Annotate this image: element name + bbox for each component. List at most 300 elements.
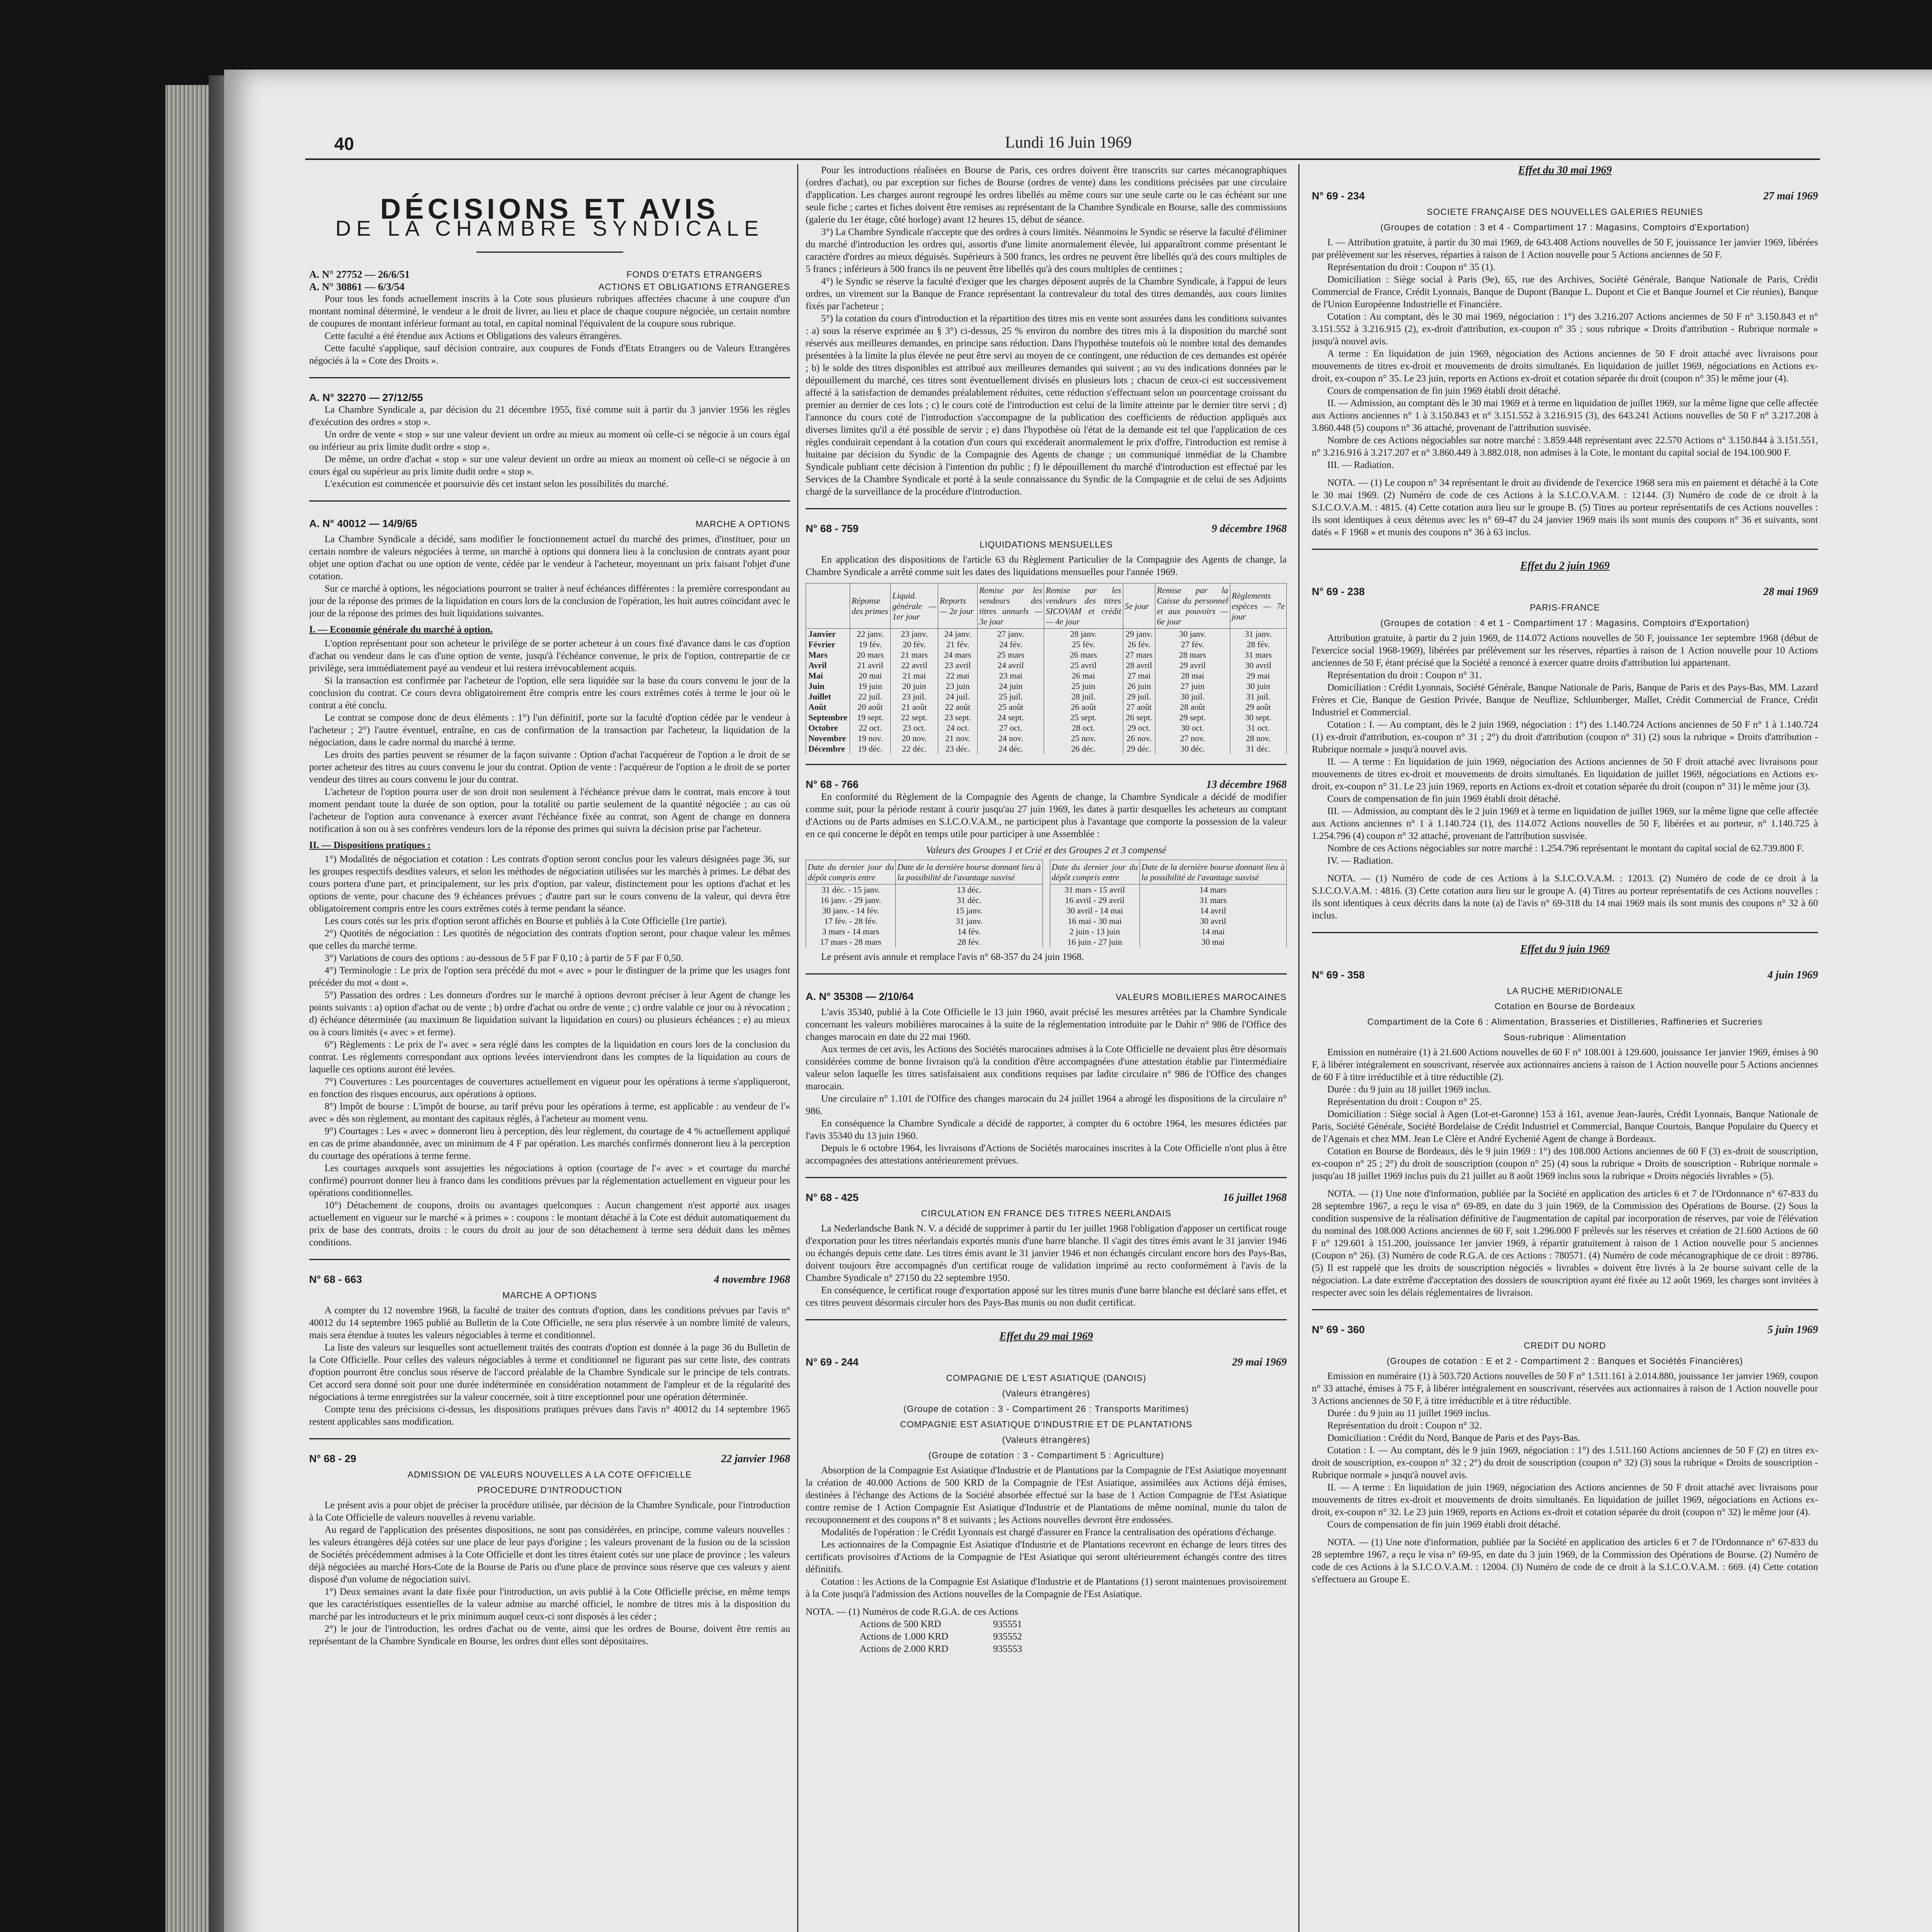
paragraph: Domiciliation : Crédit du Nord, Banque de Paris et des Pays-Bas. xyxy=(1327,1433,1580,1443)
nota-label: Actions de 1.000 KRD xyxy=(860,1631,949,1642)
paragraph: L'avis 35340, publié à la Cote Officielle le 13 juin 1960, avait précisé les mesures arrêtées par la Chambre Syndicale concernant les valeurs mobilières marocaines à la suite de la réglementation introduite par le Dahir n° 986 de l'Office des changes marocain en date du 22 mai 1960. xyxy=(806,1007,1287,1042)
paragraph: 2°) Quotités de négociation : Les quotités de négociation des contrats d'option seront, pour chaque valeur les mêmes que celles du marché terme. xyxy=(309,928,790,951)
table-cell: 24 oct. xyxy=(938,723,978,733)
table-caption: Valeurs des Groupes 1 et Crié et des Groupes 2 et 3 compensé xyxy=(926,845,1167,855)
table-cell: 23 oct. xyxy=(891,723,938,733)
table-cell: 25 juin xyxy=(1044,681,1123,691)
page-header xyxy=(334,133,1810,154)
paragraph: 2°) le jour de l'introduction, les ordres d'achat ou de vente, ainsi que les ordres de Bourse, doivent être remis au représentant de la Chambre Syndicale en Bourse, les ordres dont elles sont dépositaires. xyxy=(309,1624,790,1646)
table-cell: 31 oct. xyxy=(1230,723,1286,733)
table-header-cell: Réponse des primes xyxy=(850,583,891,629)
notice-number: N° 69 - 238 xyxy=(1312,586,1365,597)
table-cell: Décembre xyxy=(806,743,850,754)
table-cell: 14 avril xyxy=(1139,905,1286,916)
table-header-cell: Date de la dernière bourse donnant lieu à la possibilité de l'avantage susvisé xyxy=(1139,860,1286,884)
table-cell: 30 oct. xyxy=(1155,723,1230,733)
table-cell: 23 janv. xyxy=(891,629,938,639)
table-cell: 23 juin xyxy=(938,681,978,691)
notice-date: 28 mai 1969 xyxy=(1763,586,1818,598)
table-cell: 20 mai xyxy=(850,670,891,681)
table-row xyxy=(806,743,1287,754)
notice-header xyxy=(806,522,1287,535)
table-cell: 23 sept. xyxy=(938,712,978,723)
notice-date: 16 juillet 1968 xyxy=(1223,1192,1287,1204)
table-cell: 23 juil. xyxy=(891,691,938,702)
paragraph: Cotation : I. — Au comptant, dès le 2 juin 1969, négociation : 1°) des 1.140.724 Actions anciennes de 50 F n° 1 à 1.140.724 (1) ex-droit d'attribution, ex-coupon n° 31 ; 2°) du droit d'attribution (coupon n° 31) (2) sous la rubrique « Droits d'attribution - Rubrique normale » jusqu'à nouvel avis. xyxy=(1312,719,1818,755)
paragraph: Domiciliation : Crédit Lyonnais, Société Générale, Banque Nationale de Paris, Banque de Paris et des Pays-Bas, MM. Lazard Frères et Cie, Banque de Gestion Privée, Banque de Neuflize, Schlumberger, Mallet, Crédit Commercial de France, Crédit Industriel et Commercial. xyxy=(1312,682,1818,718)
paragraph: 4°) le Syndic se réserve la faculté d'exiger que les charges déposent auprès de la Chambre Syndicale, à l'appui de leurs ordres, un virement sur la Banque de France représentant la contrevaleur du total des titres demandés, aux cours limites fixés par l'acheteur ; xyxy=(806,276,1287,311)
notice-header xyxy=(806,988,1287,1006)
notice-header xyxy=(309,1273,790,1286)
table-cell: 31 mars xyxy=(1139,895,1286,905)
paragraph: 9°) Courtages : Les « avec » donneront lieu à perception, dès leur règlement, du courtage de 4 % actuellement appliqué en cas de prime abandonnée, avec un minimum de 4 F par opération. Les marchés confirmés donneront lieu à la perception du courtage des opérations à terme ferme. xyxy=(309,1126,790,1161)
notice-title: MARCHE A OPTIONS xyxy=(696,519,790,529)
table-cell: 25 nov. xyxy=(1044,733,1123,743)
quotation-group: Compartiment de la Cote 6 : Alimentation, Brasseries et Distilleries, Raffineries et Sucreries xyxy=(1367,1017,1763,1027)
table-row xyxy=(806,884,1043,895)
table-cell: 29 oct. xyxy=(1123,723,1155,733)
table-cell: 15 janv. xyxy=(896,905,1043,916)
book-page-edges xyxy=(165,85,209,1932)
table-cell: 21 avril xyxy=(850,660,891,670)
table-cell: 27 août xyxy=(1123,702,1155,712)
notice-date: 27 mai 1969 xyxy=(1763,190,1818,202)
notice xyxy=(806,1330,1287,1655)
table-cell: Mai xyxy=(806,670,850,681)
table-cell: 20 août xyxy=(850,702,891,712)
notice-number: N° 69 - 234 xyxy=(1312,190,1365,202)
notice xyxy=(309,391,790,490)
table-cell: 21 août xyxy=(891,702,938,712)
deposit-tables xyxy=(806,860,1287,947)
paragraph: Les actionnaires de la Compagnie Est Asiatique d'Industrie et de Plantations recevront en échange de leurs titres des certificats provisoires d'Actions de la Compagnie de l'Est Asiatique qui seront ultérieurement échangés contre des titres définitifs. xyxy=(806,1539,1287,1575)
paragraph: 7°) Couvertures : Les pourcentages de couvertures actuellement en vigueur pour les opérations à terme s'appliqueront, en fonction des risques encourus, aux opérations à options. xyxy=(309,1077,790,1099)
section-rule xyxy=(309,500,790,502)
table-row xyxy=(1050,916,1287,926)
effective-date: Effet du 30 mai 1969 xyxy=(1518,164,1612,176)
paragraph: En application des dispositions de l'article 63 du Règlement Particulier de la Compagnie des Agents de change, la Chambre Syndicale a arrêté comme suit les dates des liquidations mensuelles pour l'année 1969. xyxy=(806,554,1287,577)
table-cell: 16 juin - 27 juin xyxy=(1050,937,1139,947)
notice-title: LIQUIDATIONS MENSUELLES xyxy=(980,539,1113,549)
paragraph: Durée : du 9 juin au 11 juillet 1969 inclus. xyxy=(1327,1408,1491,1418)
subheading: II. — Dispositions pratiques : xyxy=(309,840,431,850)
section-rule xyxy=(1312,1309,1818,1310)
paragraph: 4°) Terminologie : Le prix de l'option sera précédé du mot « avec » pour le distinguer de la prime que les usages font précéder du mot « dont ». xyxy=(309,965,790,988)
paragraph: Le présent avis annule et remplace l'avis n° 68-357 du 24 juin 1968. xyxy=(821,952,1084,962)
table-row xyxy=(806,937,1043,947)
paragraph: Domiciliation : Siège social à Paris (9e), 65, rue des Archives, Société Générale, Banque Nationale de Paris, Crédit Commercial de France, Crédit Lyonnais, Banque de Dupont (Banque L. Dupont et Cie et Banque Journel et Cie réunies), Banque de l'Union Européenne Industrielle et Financière. xyxy=(1312,274,1818,310)
column-3 xyxy=(1312,164,1818,1932)
company-name: COMPAGNIE EST ASIATIQUE D'INDUSTRIE ET DE PLANTATIONS xyxy=(900,1419,1192,1429)
notice-date: 5 juin 1969 xyxy=(1767,1324,1818,1336)
table-cell: 22 déc. xyxy=(891,743,938,754)
table-cell: 29 avril xyxy=(1155,660,1230,670)
table-cell: 31 déc. xyxy=(896,895,1043,905)
table-header-cell: Remise par la Caisse du personnel et aux pouvoirs — 6e jour xyxy=(1155,583,1230,629)
paragraph: 8°) Impôt de bourse : L'impôt de bourse, au tarif prévu pour les opérations à terme, est applicable : au vendeur de l'« avec » dès son règlement, au montant des capitaux réglés, à l'acheteur au moment venu. xyxy=(309,1101,790,1124)
table-row xyxy=(806,670,1287,681)
paragraph: Attribution gratuite, à partir du 2 juin 1969, de 114.072 Actions nouvelles de 50 F, jouissance 1er septembre 1968 (début de l'exercice social 1968-1969), libérées par prélèvement sur les réserves, réparties à raison de 1 Action nouvelle pour 10 Actions anciennes de 50 F, étant précisé que la Société a renoncé à exercer quatre droits d'attribution lui appartenant. xyxy=(1312,633,1818,668)
table-cell: 3 mars - 14 mars xyxy=(806,926,896,937)
notice-ref: A. N° 32270 — 27/12/55 xyxy=(309,392,423,403)
paragraph: L'option représentant pour son acheteur le privilège de se porter acheteur à un cours fixé d'avance dans le cas d'option d'achat ou vendeur dans le cas d'une option de vente, jusqu'à l'échéance convenue, le prix de l'option, contrepartie de ce privilège, sera immédiatement payé au vendeur et lui restera irrévocablement acquis. xyxy=(309,638,790,673)
notice-number: N° 68 - 766 xyxy=(806,779,859,790)
table-row xyxy=(806,681,1287,691)
table-cell: 2 juin - 13 juin xyxy=(1050,926,1139,937)
notice xyxy=(309,1452,790,1648)
deposit-table xyxy=(1050,860,1287,947)
table-cell: 30 sept. xyxy=(1230,712,1286,723)
table-cell: 26 juin xyxy=(1123,681,1155,691)
table-header-cell: 5e jour xyxy=(1123,583,1155,629)
table-row xyxy=(806,712,1287,723)
notice-header xyxy=(1312,1323,1818,1336)
notice-number: N° 68 - 759 xyxy=(806,523,859,534)
table-cell: 29 août xyxy=(1230,702,1286,712)
table-cell: 31 mars - 15 avril xyxy=(1050,884,1139,895)
table-cell: 22 sept. xyxy=(891,712,938,723)
notice xyxy=(806,778,1287,963)
notice-ref: A. N° 40012 — 14/9/65 xyxy=(309,518,417,529)
section-rule xyxy=(806,1319,1287,1320)
section-rule xyxy=(806,1177,1287,1178)
table-cell: 27 janv. xyxy=(978,629,1044,639)
table-cell: 23 déc. xyxy=(938,743,978,754)
table-row xyxy=(806,629,1287,639)
table-row xyxy=(806,691,1287,702)
table-row xyxy=(1050,926,1287,937)
table-cell: 22 avril xyxy=(891,660,938,670)
table-cell: 24 juin xyxy=(978,681,1044,691)
notice xyxy=(806,988,1287,1167)
table-cell: 24 janv. xyxy=(938,629,978,639)
table-cell: 25 sept. xyxy=(1044,712,1123,723)
nota xyxy=(806,1606,1287,1655)
table-cell: 22 juil. xyxy=(850,691,891,702)
paragraph: 6°) Règlements : Le prix de l'« avec » sera réglé dans les comptes de la liquidation en cours lors de la conclusion du contrat. Les règlements correspondant aux options levées interviendront dans les comptes de la liquidation au cours de laquelle ces options auront été levées. xyxy=(309,1039,790,1075)
table-cell: Juillet xyxy=(806,691,850,702)
table-header-row xyxy=(806,860,1043,884)
notice-number: N° 69 - 358 xyxy=(1312,969,1365,981)
table-cell: 26 mai xyxy=(1044,670,1123,681)
table-cell: 26 mars xyxy=(1044,650,1123,660)
paragraph: Cotation : Au comptant, dès le 30 mai 1969, négociation : 1°) des 3.216.207 Actions anciennes de 50 F n° 3.150.843 et n° 3.151.552 à 3.216.915 (2), ex-droit d'attribution, ex-coupon n° 35 ; sous rubrique « Droits d'attribution - Rubrique normale » jusqu'à nouvel avis. xyxy=(1312,311,1818,347)
table-cell: 25 juil. xyxy=(978,691,1044,702)
effective-date: Effet du 2 juin 1969 xyxy=(1520,560,1610,572)
table-cell: 21 mars xyxy=(891,650,938,660)
table-body xyxy=(1050,884,1287,947)
paragraph: Nombre de ces Actions négociables sur notre marché : 1.254.796 représentant le montant du capital social de 62.739.800 F. xyxy=(1327,843,1804,854)
section-rule xyxy=(1312,932,1818,933)
column-divider xyxy=(797,164,798,1932)
notice-number: N° 68 - 663 xyxy=(309,1274,362,1285)
table-cell: 22 oct. xyxy=(850,723,891,733)
paragraph: 5°) la cotation du cours d'introduction et la répartition des titres mis en vente sont assurées dans les conditions suivantes : a) sous la réserve exprimée au § 3°) ci-dessus, 25 % environ du nombre des titres mis à la disposition du marché sont réservés aux meilleures demandes, en principe sans réduction. Dans l'hypothèse toutefois où le nombre total des demandes présentées à la limite la plus élevée ne peut être servi au moyen de ce contingent, une réduction de ces demandes est opérée ; b) le solde des titres disponibles est attribué aux meilleures demandes qui suivent ; au vu des indications données par le dépouillement du marché, ces titres sont éventuellement divisés en plusieurs lots ; chacun de ceux-ci est successivement affecté à la satisfaction de demandes préalablement réduites, cette réduction s'effectuant selon un pourcentage croissant du premier au dernier de ces lots ; c) le cours coté de l'introduction est celui de la limite atteinte par le dernier titre servi ; d) l'annonce du cours coté de l'introduction s'accompagne de la publication des coefficients de réduction appliqués aux diverses limites qu'il a été possible de servir ; e) dans l'hypothèse où l'état de la demande est tel que l'application de ces règles conduirait cependant à la cotation d'un cours qui excéderait anormalement le prix d'offre, l'introduction est remise à huitaine par décision du Syndic de la Compagnie des Agents de change ; un communiqué immédiat de la Chambre Syndicale publiant cette décision à l'intention du public ; f) le dépouillement du marché d'introduction est effectué par les Services de la Chambre Syndicale et porté à la seule connaissance du Syndic de la Compagnie et de celui de ses Adjoints chargé de la surveillance de la procédure d'introduction. xyxy=(806,313,1287,497)
paragraph: 10°) Détachement de coupons, droits ou avantages quelconques : Aucun changement n'est apporté aux usages actuellement en vigueur sur le marché « à primes » : coupons : le montant détaché à la Cote est déduit automatiquement du prix de base des contrats, droits : le cours du droit au jour de son détachement à terme sera déduit dans les mêmes conditions. xyxy=(309,1200,790,1248)
table-cell: 30 juin xyxy=(1230,681,1286,691)
nota-code: 935552 xyxy=(993,1631,1022,1642)
table-header-cell: Date du dernier jour du dépôt compris entre xyxy=(806,860,896,884)
quotation-group: (Groupe de cotation : 3 - Compartiment 5 : Agriculture) xyxy=(928,1450,1164,1460)
table-header-cell xyxy=(806,583,850,629)
company-name: SOCIETE FRANÇAISE DES NOUVELLES GALERIES REUNIES xyxy=(1427,207,1703,217)
notice-number: N° 69 - 244 xyxy=(806,1356,859,1368)
nota: NOTA. — (1) Une note d'information, publiée par la Société en application des articles 6 et 7 de l'Ordonnance n° 67-833 du 28 septembre 1967, a reçu le visa n° 69-89, en date du 3 juin 1969, de la Commission des Opérations de Bourse. (2) Sous la condition suspensive de la réalisation définitive de l'augmentation de capital par incorporation de réserves, par voie de l'élévation du nominal des 108.000 Actions anciennes de 60 F, soit 1.296.000 F prélevés sur les réserves et création de 21.600 Actions de 60 F n° 129.601 à 151.200, jouissance 1er janvier 1969, à répartir gratuitement à raison de 1 Action nouvelle pour 5 anciennes (Coupon n° 26). (3) Numéro de code R.G.A. de ces Actions : 780571. (4) Numéro de code mécanographique de ce droit : 89786. (5) Il est rappelé que les droits de souscription négociés « livrables » doivent être livrés à la 2e bourse suivant celle de la négociation. La date extrême d'acceptation des dossiers de souscription ayant été fixée au 12 août 1969, les charges sont invitées à respecter avec soin les délais réglementaires de livraison. xyxy=(1312,1189,1818,1298)
table-cell: 16 janv. - 29 janv. xyxy=(806,895,896,905)
table-cell: 26 sept. xyxy=(1123,712,1155,723)
subheading: I. — Economie générale du marché à option. xyxy=(309,624,493,635)
effective-date: Effet du 29 mai 1969 xyxy=(999,1330,1093,1342)
nota-label: Actions de 2.000 KRD xyxy=(860,1644,949,1654)
notice-ref: A. N° 30861 — 6/3/54 xyxy=(309,281,405,293)
table-cell: 21 mai xyxy=(891,670,938,681)
paragraph: 3°) La Chambre Syndicale n'accepte que des ordres à cours limités. Néanmoins le Syndic se réserve la faculté d'éliminer du marché d'introduction les ordres qui, assortis d'une limite anormalement élevée, lui apparaîtront comme présentant le caractère d'ordres au mieux déguisés. Supérieurs à 500 francs, les ordres ne peuvent être libellés qu'à des cours multiples de 5 francs ; inférieurs à 500 francs ils ne peuvent être libellés qu'à des cours multiples de centimes ; xyxy=(806,227,1287,274)
table-cell: 29 déc. xyxy=(1123,743,1155,754)
notice-header xyxy=(309,515,790,533)
notice-number: N° 69 - 360 xyxy=(1312,1324,1365,1335)
paragraph: 5°) Passation des ordres : Les donneurs d'ordres sur le marché à options devront préciser à leur Agent de change les points suivants : a) option d'achat ou de vente ; b) ordre d'achat ou ordre de vente ; c) ordre valable ce jour ou à révocation ; d) échéance déterminée (au maximum 8e liquidation suivant la liquidation en cours) ou plusieurs échéances ; e) au mieux ou à cours limités (« avec » et ferme). xyxy=(309,990,790,1037)
table-cell: Mars xyxy=(806,650,850,660)
paragraph: Les droits des parties peuvent se résumer de la façon suivante : Option d'achat l'acquéreur de l'option a le droit de se porter acheteur des titres au cours convenu le jour du contrat. Option de vente : l'acquéreur de l'option a le droit de se porter vendeur des titres au cours convenu le jour du contrat. xyxy=(309,750,790,785)
paragraph: III. — Admission, au comptant dès le 2 juin 1969 et à terme en liquidation de juillet 1969, sur la même ligne que celle affectée aux Actions anciennes n° 1 à 1.140.724 (1), des 114.072 Actions nouvelles de 50 F, libérées et au porteur, n° 1.140.725 à 1.254.796 (4) coupon n° 32 attaché, provenant de l'attribution susvisée. xyxy=(1312,806,1818,841)
notice xyxy=(1312,164,1818,539)
notice-date: 4 juin 1969 xyxy=(1767,969,1818,981)
table-header-cell: Règlements espèces — 7e jour xyxy=(1230,583,1286,629)
paragraph: A compter du 12 novembre 1968, la faculté de traiter des contrats d'option, dans les conditions prévues par l'avis n° 40012 du 14 septembre 1965 publié au Bulletin de la Cote Officielle, ne sera plus réservée à un nombre limité de valeurs, mais sera étendue à toutes les valeurs négociables à terme et conditionnel. xyxy=(309,1305,790,1340)
table-cell: 28 janv. xyxy=(1044,629,1123,639)
paragraph: II. — A terme : En liquidation de juin 1969, négociation des Actions anciennes de 50 F droit attaché avec livraisons pour mouvements de titres ex-droit et mouvements de droits simultanés. En liquidation de juillet 1969, négociations en Actions ex-droit, ex-coupon n° 31. Le 23 juin 1969, reports en Actions ex-droit et cotation séparée du droit (coupon n° 31) le même jour (3). xyxy=(1312,757,1818,792)
table-cell: 24 avril xyxy=(978,660,1044,670)
notice xyxy=(1312,1323,1818,1586)
notice-header xyxy=(806,1356,1287,1369)
paragraph: Au regard de l'application des présentes dispositions, ne sont pas considérées, en principe, comme valeurs nouvelles : les valeurs étrangères déjà cotées sur une place de leur pays d'origine ; les valeurs provenant de la fusion ou de la scission de Sociétés précédemment admises à la Cote Officielle et dont les titres étaient cotés sur une place de province ; les valeurs déjà négociées au marché Hors-Cote de la Bourse de Paris ou d'une place de province sous réserve que ces valeurs y aient disposé d'un volume de négociation suivi. xyxy=(309,1525,790,1585)
paragraph: Cours de compensation de fin juin 1969 établi droit détaché. xyxy=(1327,1519,1561,1530)
paragraph: Cotation en Bourse de Bordeaux, dès le 9 juin 1969 : 1°) des 108.000 Actions anciennes de 60 F (3) ex-droit de souscription, ex-coupon n° 25 ; 2°) du droit de souscription (coupon n° 25) (4) sous la rubrique « Droits de souscription - Rubrique normale » jusqu'au 18 juillet 1969 inclus puis du 21 juillet au 8 août 1969 inclus sous la rubrique « Droits négociés livrables » (5). xyxy=(1312,1146,1818,1181)
table-cell: 29 mai xyxy=(1230,670,1286,681)
page-number: 40 xyxy=(334,134,354,154)
table-header-cell: Liquid. générale — 1er jour xyxy=(891,583,938,629)
table-cell: 27 juin xyxy=(1155,681,1230,691)
banner-title: DÉCISIONS ET AVIS xyxy=(380,193,719,225)
table-header-cell: Reports — 2e jour xyxy=(938,583,978,629)
table-cell: 27 fév. xyxy=(1155,639,1230,650)
paragraph: Pour les introductions réalisées en Bourse de Paris, ces ordres doivent être transcrits sur cartes mécanographiques (ordres d'achat), ou par exception sur fiches de Bourse (ordres de vente) dans les conditions précisées par une circulaire d'application. Les charges auront regroupé les ordres libellés au même cours sur une seule carte ou le cas échéant sur une seule fiche ; cartes et fiches doivent être remises au représentant de la Chambre Syndicale en Bourse, salle des commissions (galerie du 1er étage, côté horloge) avant 12 heures 15, début de séance. xyxy=(806,165,1287,225)
table-cell: 27 mai xyxy=(1123,670,1155,681)
notice-header xyxy=(806,778,1287,791)
table-cell: 30 janv. - 14 fév. xyxy=(806,905,896,916)
table-body xyxy=(806,629,1287,754)
table-cell: 19 sept. xyxy=(850,712,891,723)
table-cell: 31 déc. - 15 janv. xyxy=(806,884,896,895)
nota: NOTA. — (1) Le coupon n° 34 représentant le droit au dividende de l'exercice 1968 sera mis en paiement et détaché à la Cote le 30 mai 1969. (2) Numéro de code de ces Actions à la S.I.C.O.V.A.M. : 12144. (3) Numéro de code de ce droit à la S.I.C.O.V.A.M. : 4815. (4) Cette cotation aura lieu sur le groupe B. (5) Titres au porteur représentatifs de ces Actions nouvelles : ils sont identiques à ceux détenus avec les n° 69-47 du 24 janvier 1969 mais ils sont munis des coupons n° 36 et suivants, sont datés « F 1968 » et munis des coupons n° 36 à 63 inclus. xyxy=(1312,478,1818,537)
table-header-cell: Remise par les vendeurs des titres SICOVAM et crédit — 4e jour xyxy=(1044,583,1123,629)
table-cell: 30 janv. xyxy=(1155,629,1230,639)
nota-label: Actions de 500 KRD xyxy=(860,1619,941,1629)
paragraph: L'acheteur de l'option pourra user de son droit non seulement à l'échéance prévue dans le contrat, mais encore à tout moment pendant toute la durée de son option, pour la totalité ou partie seulement de la quantité négociée ; au cas où l'acheteur de l'option aura convenance à exercer avant l'échéance fixée au contrat, son Agent de change en donnera notification à son ou à ses confrères vendeurs lors de la réponse des primes qui suivra la décision prise par l'acheteur. xyxy=(309,787,790,834)
table-cell: 25 avril xyxy=(1044,660,1123,670)
paragraph: 3°) Variations de cours des options : au-dessous de 5 F par F 0,10 ; à partir de 5 F par F 0,50. xyxy=(325,953,684,963)
notice-title: CIRCULATION EN FRANCE DES TITRES NEERLANDAIS xyxy=(921,1208,1172,1218)
column-1 xyxy=(309,164,790,1932)
table-cell: 20 juin xyxy=(891,681,938,691)
table-cell: 23 mai xyxy=(978,670,1044,681)
table-cell: 29 sept. xyxy=(1155,712,1230,723)
table-cell: 31 janv. xyxy=(1230,629,1286,639)
nota-intro: NOTA. — (1) Numéros de code R.G.A. de ces Actions xyxy=(806,1607,1018,1617)
table-cell: 28 nov. xyxy=(1230,733,1286,743)
paragraph: En conséquence la Chambre Syndicale a décidé de rapporter, à compter du 6 octobre 1964, les mesures édictées par l'avis 35340 du 13 juin 1960. xyxy=(806,1118,1287,1141)
table-cell: 26 nov. xyxy=(1123,733,1155,743)
paragraph: En conséquence, le certificat rouge d'exportation apposé sur les titres munis d'une barre blanche est déclaré sans effet, et ces titres peuvent désormais circuler hors des Pays-Bas munis ou non dudit certificat. xyxy=(806,1285,1287,1308)
notice-title: FONDS D'ETATS ETRANGERS xyxy=(626,269,762,279)
table-cell: 30 juil. xyxy=(1155,691,1230,702)
quotation-group: (Groupes de cotation : 3 et 4 - Compartiment 17 : Magasins, Comptoirs d'Exportation) xyxy=(1380,222,1750,232)
table-row xyxy=(806,733,1287,743)
table-cell: 28 fév. xyxy=(1230,639,1286,650)
notice xyxy=(1312,943,1818,1299)
paragraph: De même, un ordre d'achat « stop » sur une valeur devient un ordre au mieux au moment où celle-ci se négocie à un cours égal ou supérieur au prix limite dudit ordre « stop ». xyxy=(309,454,790,477)
table-cell: 24 nov. xyxy=(978,733,1044,743)
paragraph: Représentation du droit : Coupon n° 31. xyxy=(1327,670,1482,680)
company-name: LA RUCHE MERIDIONALE xyxy=(1507,986,1623,996)
table-cell: 30 déc. xyxy=(1155,743,1230,754)
table-cell: 26 août xyxy=(1044,702,1123,712)
notice xyxy=(806,1191,1287,1309)
section-rule xyxy=(309,1438,790,1439)
paragraph: Le présent avis a pour objet de préciser la procédure utilisée, par décision de la Chambre Syndicale, pour l'introduction à la Cote Officielle de valeurs nouvelles à revenu variable. xyxy=(309,1500,790,1523)
notice-header xyxy=(309,268,790,293)
paragraph: IV. — Radiation. xyxy=(1327,855,1393,866)
table-header-row xyxy=(806,583,1287,629)
table-row xyxy=(806,660,1287,670)
table-row xyxy=(806,723,1287,733)
company-name: CREDIT DU NORD xyxy=(1524,1340,1606,1350)
table-cell: 20 mars xyxy=(850,650,891,660)
table-header-cell: Date du dernier jour du dépôt compris entre xyxy=(1050,860,1139,884)
table-cell: 30 mai xyxy=(1139,937,1286,947)
table-cell: 17 fév. - 28 fév. xyxy=(806,916,896,926)
table-cell: 16 avril - 29 avril xyxy=(1050,895,1139,905)
nota-code: 935551 xyxy=(993,1619,1022,1629)
table-cell: 28 fév. xyxy=(896,937,1043,947)
table-header-cell: Date de la dernière bourse donnant lieu à la possibilité de l'avantage susvisé xyxy=(896,860,1043,884)
table-cell: 28 mai xyxy=(1155,670,1230,681)
table-cell: 19 juin xyxy=(850,681,891,691)
paragraph: La liste des valeurs sur lesquelles sont actuellement traités des contrats d'option est donnée à la page 36 du Bulletin de la Cote Officielle. Pour celles des valeurs négociables à terme et conditionnel ne figurant pas sur cette liste, des contrats d'option pourront être conclus sous réserve de l'accord préalable de la Chambre Syndicale sur le principe de tels contrats. Cet accord sera donné soit pour une durée indéterminée en considération notamment de l'ampleur et de la régularité des négociations à terme enregistrées sur la valeur concernée, soit à titre exceptionnel pour une opération déterminée. xyxy=(309,1342,790,1402)
notice-number: N° 68 - 425 xyxy=(806,1192,859,1203)
table-row xyxy=(806,895,1043,905)
table-cell: 31 déc. xyxy=(1230,743,1286,754)
notice-ref: A. N° 27752 — 26/6/51 xyxy=(309,269,410,280)
nota-row xyxy=(860,1643,1022,1655)
table-cell: 25 août xyxy=(978,702,1044,712)
nota: NOTA. — (1) Une note d'information, publiée par la Société en application des articles 6 et 7 de l'Ordonnance n° 67-833 du 28 septembre 1967, a reçu le visa n° 69-95, en date du 3 juin 1969, de la Commission des Opérations de Bourse. (2) Numéro de code de ces Actions à la S.I.C.O.V.A.M. : 12004. (3) Numéro de code de ce droit à la S.I.C.O.V.A.M. : 669. (4) Cette cotation s'effectuera au Groupe E. xyxy=(1312,1537,1818,1585)
notice-title: PROCEDURE D'INTRODUCTION xyxy=(477,1485,622,1495)
section-rule xyxy=(309,1259,790,1260)
section-rule xyxy=(806,973,1287,975)
table-cell: 28 juil. xyxy=(1044,691,1123,702)
paragraph: 1°) Modalités de négociation et cotation : Les contrats d'option seront conclus pour les valeurs désignées page 36, sur les groupes respectifs desdites valeurs, et selon les méthodes de négociation utilisées sur les marchés à primes. Le débat des cours portera d'une part, et principalement, sur les prix d'option, par valeur, distinctement pour les options d'achat et les options de vente, pour chacune des 9 échéances prévues ; d'autre part sur le cours convenu de la valeur, qui devra être obligatoirement compris entre les cours extrêmes cotés à terme pendant la séance. xyxy=(309,854,790,914)
table-cell: 31 janv. xyxy=(896,916,1043,926)
notice-title: ACTIONS ET OBLIGATIONS ETRANGERES xyxy=(598,282,790,292)
notice xyxy=(806,522,1287,754)
table-cell: 28 mars xyxy=(1155,650,1230,660)
table-header-cell: Remise par les vendeurs des titres annuels — 3e jour xyxy=(978,583,1044,629)
table-row xyxy=(1050,895,1287,905)
paragraph: Aux termes de cet avis, les Actions des Sociétés marocaines admises à la Cote Officielle ne devaient plus être désormais considérées comme de bonne livraison qu'à la condition d'être accompagnées d'une attestation établie par l'intermédiaire valeur selon laquelle les titres satisfaisaient aux conditions requises par ladite circulaire n° 986 de l'Office des changes marocain. xyxy=(806,1044,1287,1092)
nota-row xyxy=(860,1618,1022,1631)
deposit-table xyxy=(806,860,1043,947)
paragraph: Les courtages auxquels sont assujetties les négociations à option (courtage de l'« avec » et courtage du marché confirmé) pourront donner lieu à franco dans les conditions prévues par la réglementation actuellement en vigueur pour les opérations conditionnelles. xyxy=(309,1163,790,1198)
table-cell: 31 juil. xyxy=(1230,691,1286,702)
paragraph: Cette faculté s'applique, sauf décision contraire, aux coupures de Fonds d'Etats Etrangers ou de Valeurs Etrangères négociés à la « Cote des Droits ». xyxy=(309,343,790,366)
notice xyxy=(309,268,790,367)
paragraph: II. — Admission, au comptant dès le 30 mai 1969 et à terme en liquidation de juillet 1969, sur la même ligne que celle affectée aux Actions anciennes n° 1 à 3.150.843 et n° 3.151.552 à 3.216.915 (3), des 643.241 Actions nouvelles de 50 F n° 3.217.208 à 3.860.448 (5) coupons n° 36 attaché, provenant de l'attribution susvisée. xyxy=(1312,398,1818,433)
table-row xyxy=(806,926,1043,937)
table-cell: Juin xyxy=(806,681,850,691)
quotation-group: (Groupes de cotation : 4 et 1 - Compartiment 17 : Magasins, Comptoirs d'Exportation) xyxy=(1380,618,1750,628)
nota-code: 935553 xyxy=(993,1644,1022,1654)
paragraph: A terme : En liquidation de juin 1969, négociation des Actions anciennes de 50 F droit attaché avec livraisons pour mouvements de titres ex-droit et mouvements de droits simultanés. En liquidation de juillet 1969, négociations en Actions ex-droit, ex-coupon n° 35. Le 23 juin, reports en Actions ex-droit et cotation séparée du droit (coupon n° 35) le même jour (4). xyxy=(1312,349,1818,384)
table-cell: 22 août xyxy=(938,702,978,712)
notice xyxy=(309,515,790,1249)
table-cell: 24 juil. xyxy=(938,691,978,702)
company-subtitle: (Valeurs étrangères) xyxy=(1002,1435,1090,1445)
paragraph: La Nederlandsche Bank N. V. a décidé de supprimer à partir du 1er juillet 1968 l'obligation d'apposer un certificat rouge d'exportation pour les titres néerlandais exportés munis d'une barre blanche. Il s'agit des titres émis avant le 31 janvier 1946 ou échangés depuis cette date. Les titres émis avant le 31 janvier 1946 et non échangés circulant encore hors des Pays-Bas, doivent toujours être accompagnés d'un certificat rouge de validation imprimé au recto conformément à l'avis de la Chambre Syndicale n° 27150 du 22 septembre 1950. xyxy=(806,1223,1287,1283)
paragraph: Domiciliation : Siège social à Agen (Lot-et-Garonne) 153 à 161, avenue Jean-Jaurès, Crédit Lyonnais, Banque Nationale de Paris, Société Générale, Société Bordelaise de Crédit Industriel et Commercial, Banque Courtois, Banque Populaire du Quercy et de l'Agenais et chez MM. Jean Le Clère et André Eychenié Agent de change à Bordeaux. xyxy=(1312,1109,1818,1144)
paragraph: Le contrat se compose donc de deux éléments : 1°) l'un définitif, porte sur la faculté d'option cédée par le vendeur à l'acheteur ; 2°) l'autre éventuel, entraîne, en cas de confirmation de la transaction par l'acheteur, la liquidation de la négociation, dans le cadre normal du marché à terme. xyxy=(309,713,790,748)
notice-header xyxy=(309,391,790,404)
table-cell: 21 fév. xyxy=(938,639,978,650)
table-cell: 27 nov. xyxy=(1155,733,1230,743)
table-cell: 30 avril - 14 mai xyxy=(1050,905,1139,916)
table-cell: 26 fév. xyxy=(1123,639,1155,650)
table-cell: Avril xyxy=(806,660,850,670)
table-cell: 19 déc. xyxy=(850,743,891,754)
section-rule xyxy=(806,764,1287,765)
company-subtitle: (Valeurs étrangères) xyxy=(1002,1388,1090,1398)
running-date: Lundi 16 Juin 1969 xyxy=(1005,134,1132,151)
liquidation-table xyxy=(806,583,1287,754)
table-row xyxy=(806,650,1287,660)
table-row xyxy=(1050,884,1287,895)
paragraph: Une circulaire n° 1.101 de l'Office des changes marocain du 24 juillet 1964 a abrogé les dispositions de la circulaire n° 986. xyxy=(806,1094,1287,1116)
table-cell: 31 mars xyxy=(1230,650,1286,660)
notice xyxy=(309,1273,790,1428)
table-cell: Janvier xyxy=(806,629,850,639)
table-cell: 24 déc. xyxy=(978,743,1044,754)
table-row xyxy=(806,639,1287,650)
table-cell: 16 mai - 30 mai xyxy=(1050,916,1139,926)
notice-header xyxy=(1312,969,1818,981)
notice-title: VALEURS MOBILIERES MAROCAINES xyxy=(1116,992,1287,1002)
table-row xyxy=(806,916,1043,926)
banner-rule xyxy=(476,252,623,253)
table-cell: 22 mai xyxy=(938,670,978,681)
quotation-group: (Groupes de cotation : E et 2 - Compartiment 2 : Banques et Sociétés Financières) xyxy=(1386,1356,1743,1366)
paragraph: Modalités de l'opération : le Crédit Lyonnais est chargé d'assurer en France la centralisation des opérations d'échange. xyxy=(821,1527,1276,1537)
table-cell: 23 avril xyxy=(938,660,978,670)
paragraph: Un ordre de vente « stop » sur une valeur devient un ordre au mieux au moment où celle-ci se négocie à un cours égal ou inférieur au prix limite dudit ordre « stop ». xyxy=(309,429,790,452)
paragraph: La Chambre Syndicale a décidé, sans modifier le fonctionnement actuel du marché des primes, d'instituer, pour un certain nombre de valeurs négociées à terme, un marché à options qui donnera lieu à la conclusion de contrats ayant pour objet une option d'achat ou une option de vente, cédée par le vendeur à l'acheteur, moyennant un prix faisant l'objet d'une cotation. xyxy=(309,534,790,582)
paragraph: Représentation du droit : Coupon n° 32. xyxy=(1327,1420,1482,1431)
table-cell: Février xyxy=(806,639,850,650)
paragraph: L'exécution est commencée et poursuivie dès cet instant selon les possibilités du marché. xyxy=(325,479,668,489)
table-cell: 29 juil. xyxy=(1123,691,1155,702)
header-rule xyxy=(305,158,1820,160)
company-name: PARIS-FRANCE xyxy=(1530,602,1600,612)
table-cell: 25 mars xyxy=(978,650,1044,660)
